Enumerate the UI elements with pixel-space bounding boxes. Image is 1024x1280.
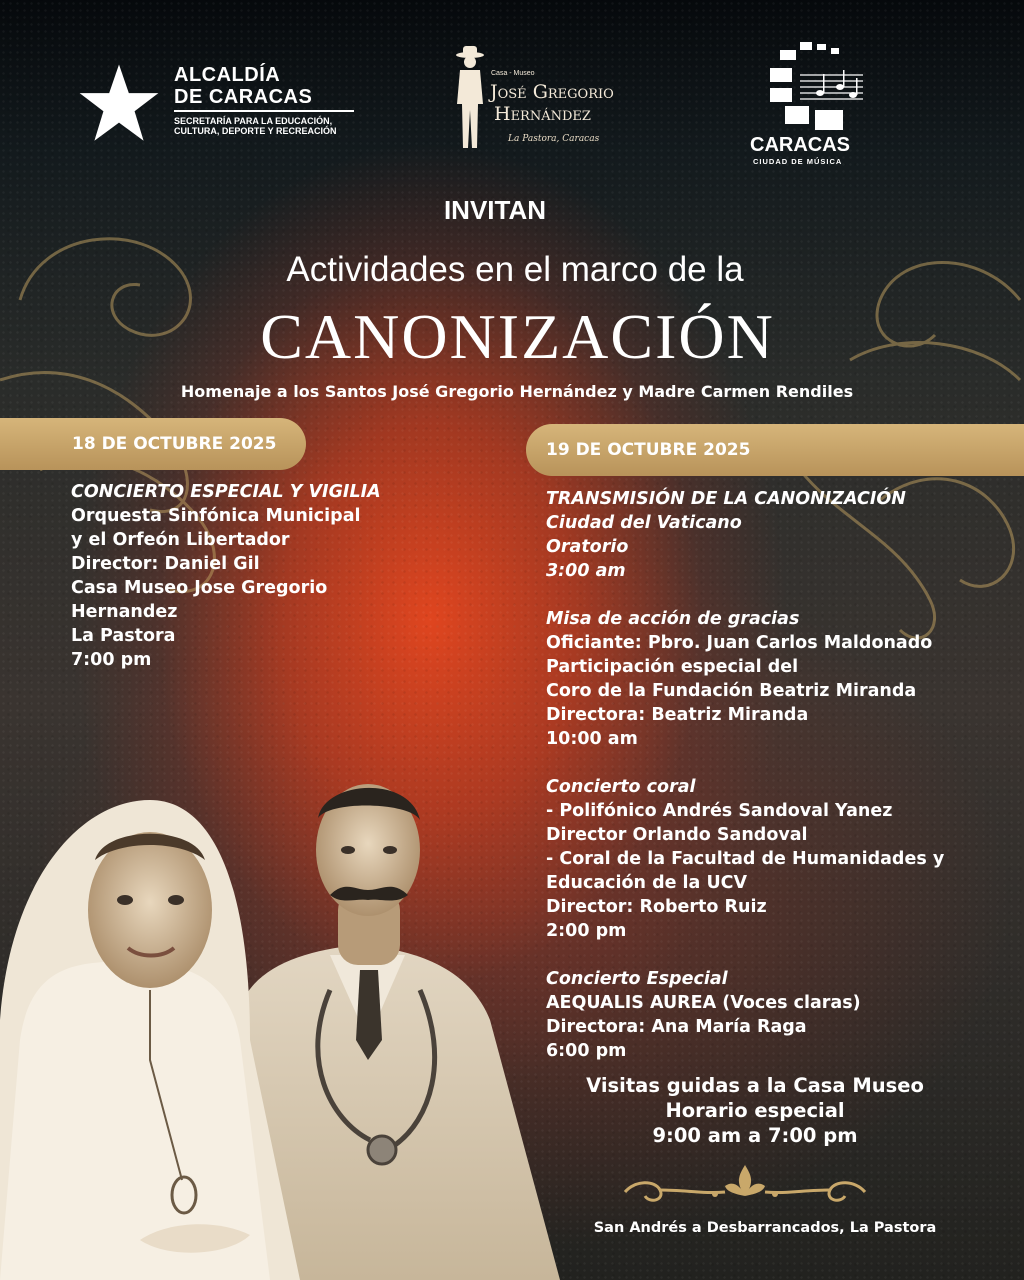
alcaldia-rule (174, 110, 354, 112)
caracas-ciudad-musica-logo: CARACAS CIUDAD DE MÚSICA (745, 40, 875, 168)
visitas-line: Visitas guidas a la Casa Museo (586, 1074, 924, 1097)
visitas-line: Horario especial (665, 1099, 845, 1122)
event-line: Coro de la Fundación Beatriz Miranda (546, 681, 917, 701)
event-title: TRANSMISIÓN DE LA CANONIZACIÓN (546, 489, 906, 509)
star-icon (78, 62, 160, 144)
homenaje-line: Homenaje a los Santos José Gregorio Hernández y Madre Carmen Rendiles (180, 382, 854, 401)
event-line: Directora: Beatriz Miranda (546, 705, 809, 725)
day1-event (71, 480, 431, 672)
visitas-guiadas (560, 1073, 950, 1148)
event-line: - Polifónico Andrés Sandoval Yanez (546, 801, 893, 821)
event-line: Director Orlando Sandoval (546, 825, 808, 845)
event-title: Concierto coral (546, 777, 696, 797)
day2-events (546, 487, 986, 1063)
ornament-divider-icon (615, 1160, 875, 1210)
event-line: Educación de la UCV (546, 873, 748, 893)
event-title: Misa de acción de gracias (546, 609, 800, 629)
event-line: AEQUALIS AUREA (Voces claras) (546, 993, 861, 1013)
invitan-heading: INVITAN (443, 195, 547, 225)
address: San Andrés a Desbarrancados, La Pastora (593, 1220, 937, 1236)
saints-portrait-illustration (0, 740, 580, 1280)
date-bar-day2 (526, 424, 1024, 476)
subtitle: Actividades en el marco de la (286, 250, 744, 289)
date-bar-day1 (0, 418, 306, 470)
day1-event-title: CONCIERTO ESPECIAL Y VIGILIA (71, 482, 381, 502)
alcaldia-name: ALCALDÍA DE CARACAS (174, 64, 313, 108)
day1-line: y el Orfeón Libertador (71, 530, 290, 550)
event-line: 10:00 am (546, 729, 638, 749)
casa-museo-logo: Casa - Museo José Gregorio Hernández La Pastora, Caracas (448, 42, 628, 152)
day1-line: 7:00 pm (71, 650, 152, 670)
event-title: Concierto Especial (546, 969, 728, 989)
main-title: CANONIZACIÓN (260, 301, 775, 372)
event-line: 3:00 am (546, 561, 626, 581)
visitas-hours: 9:00 am a 7:00 pm (652, 1124, 858, 1147)
event-line: Director: Roberto Ruiz (546, 897, 767, 917)
hat-man-silhouette-icon (450, 44, 490, 152)
event-line: Directora: Ana María Raga (546, 1017, 807, 1037)
event-line: - Coral de la Facultad de Humanidades y (546, 849, 945, 869)
event-line: Ciudad del Vaticano (546, 513, 742, 533)
event-line: 2:00 pm (546, 921, 627, 941)
date-day1: 18 DE OCTUBRE 2025 (72, 434, 277, 454)
event-line: Oficiante: Pbro. Juan Carlos Maldonado (546, 633, 933, 653)
date-day2: 19 DE OCTUBRE 2025 (546, 440, 751, 460)
day1-line: Orquesta Sinfónica Municipal (71, 506, 361, 526)
alcaldia-secretaria: SECRETARÍA PARA LA EDUCACIÓN, CULTURA, DEPORTE Y RECREACIÓN (174, 116, 337, 136)
alcaldia-logo (78, 62, 368, 157)
day1-line: Casa Museo Jose Gregorio (71, 578, 328, 598)
day1-line: Director: Daniel Gil (71, 554, 260, 574)
day1-line: Hernandez (71, 602, 178, 622)
day1-line: La Pastora (71, 626, 176, 646)
music-blocks-icon (745, 40, 870, 132)
event-line: Participación especial del (546, 657, 799, 677)
event-line: Oratorio (546, 537, 629, 557)
event-line: 6:00 pm (546, 1041, 627, 1061)
